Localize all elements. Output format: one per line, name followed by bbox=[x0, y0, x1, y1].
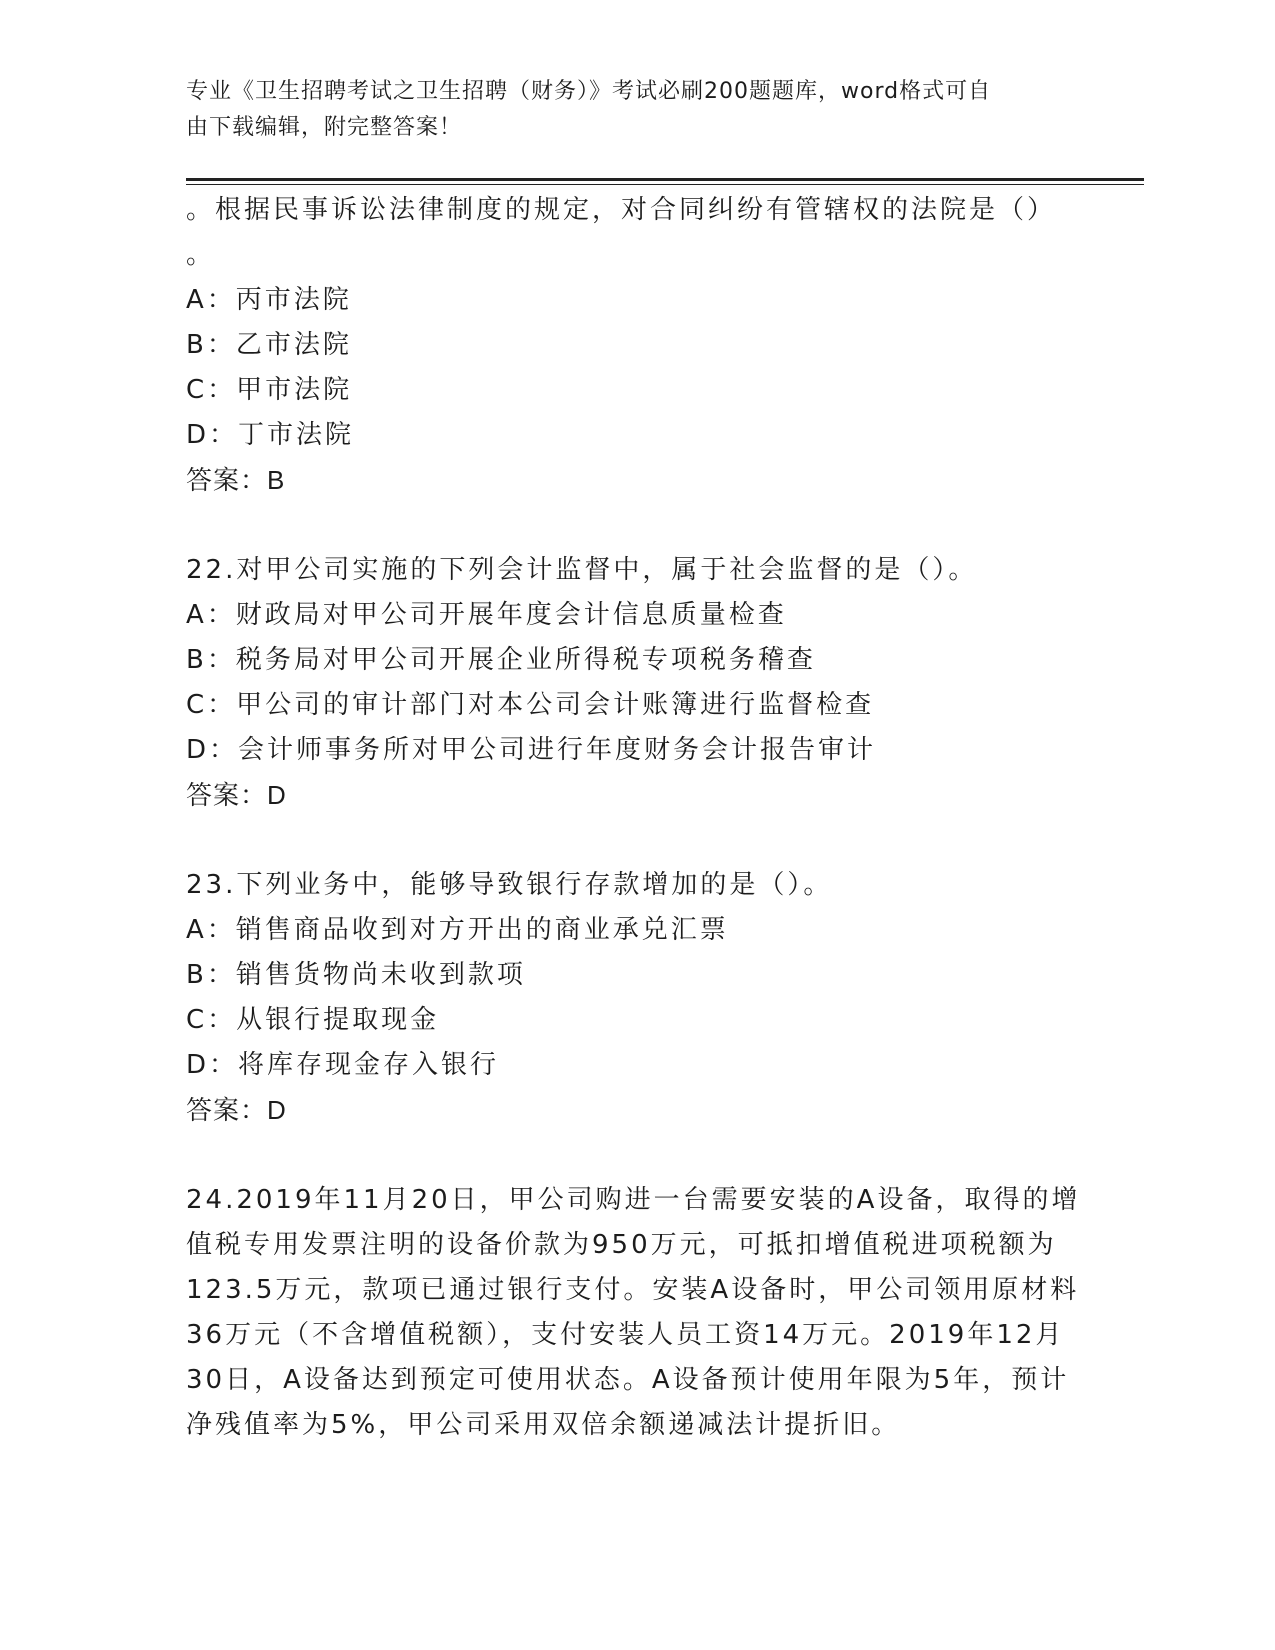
option-a: A：财政局对甲公司开展年度会计信息质量检查 bbox=[186, 600, 787, 630]
question-text-line: 123.5万元，款项已通过银行支付。安装A设备时，甲公司领用原材料 bbox=[186, 1275, 1080, 1305]
answer-label: 答案：D bbox=[186, 1095, 287, 1125]
option-d: D：丁市法院 bbox=[186, 420, 355, 450]
option-b: B：乙市法院 bbox=[186, 330, 352, 360]
question-23 bbox=[186, 863, 1086, 1133]
option-c: C：甲公司的审计部门对本公司会计账簿进行监督检查 bbox=[186, 690, 875, 720]
header-title-line-2: 由下载编辑，附完整答案！ bbox=[186, 115, 463, 140]
question-spacer bbox=[186, 503, 1086, 548]
question-text-line: 36万元（不含增值税额），支付安装人员工资14万元。2019年12月 bbox=[186, 1320, 1065, 1350]
option-b: B：销售货物尚未收到款项 bbox=[186, 960, 526, 990]
question-text-line: 值税专用发票注明的设备价款为950万元，可抵扣增值税进项税额为 bbox=[186, 1230, 1057, 1260]
page-header bbox=[186, 74, 1066, 146]
header-divider-thin bbox=[186, 184, 1144, 185]
option-c: C：甲市法院 bbox=[186, 375, 353, 405]
answer-label: 答案：B bbox=[186, 465, 286, 495]
answer-label: 答案：D bbox=[186, 780, 287, 810]
question-21 bbox=[186, 188, 1086, 503]
option-c: C：从银行提取现金 bbox=[186, 1005, 440, 1035]
option-d: D：将库存现金存入银行 bbox=[186, 1050, 500, 1080]
question-stem: 23.下列业务中，能够导致银行存款增加的是（）。 bbox=[186, 870, 833, 900]
option-a: A：销售商品收到对方开出的商业承兑汇票 bbox=[186, 915, 729, 945]
question-stem: 22.对甲公司实施的下列会计监督中，属于社会监督的是（）。 bbox=[186, 555, 978, 585]
question-spacer bbox=[186, 818, 1086, 863]
option-a: A：丙市法院 bbox=[186, 285, 352, 315]
header-title-line-1: 专业《卫生招聘考试之卫生招聘（财务）》考试必刷200题题库，word格式可自 bbox=[186, 79, 992, 104]
question-24 bbox=[186, 1178, 1086, 1448]
question-stem-continued: 。 bbox=[186, 240, 216, 270]
question-list bbox=[186, 188, 1086, 1448]
question-stem: 。根据民事诉讼法律制度的规定，对合同纠纷有管辖权的法院是（） bbox=[186, 195, 1057, 225]
option-d: D：会计师事务所对甲公司进行年度财务会计报告审计 bbox=[186, 735, 877, 765]
question-spacer bbox=[186, 1133, 1086, 1178]
question-text-line: 30日，A设备达到预定可使用状态。A设备预计使用年限为5年，预计 bbox=[186, 1365, 1070, 1395]
question-text-line: 24.2019年11月20日，甲公司购进一台需要安装的A设备，取得的增 bbox=[186, 1185, 1081, 1215]
question-text-line: 净残值率为5%，甲公司采用双倍余额递减法计提折旧。 bbox=[186, 1410, 901, 1440]
option-b: B：税务局对甲公司开展企业所得税专项税务稽查 bbox=[186, 645, 816, 675]
question-22 bbox=[186, 548, 1086, 818]
header-divider-thick bbox=[186, 178, 1144, 181]
